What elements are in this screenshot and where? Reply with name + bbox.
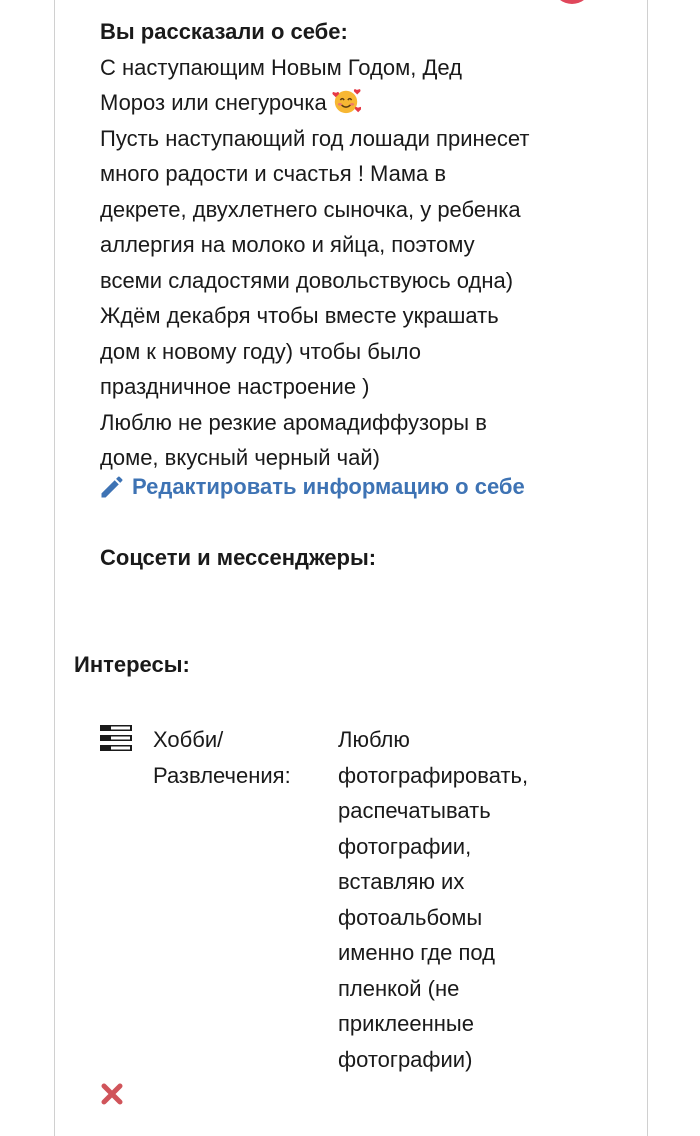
about-line: Ждём декабря чтобы вместе украшать bbox=[100, 303, 499, 328]
about-line: аллергия на молоко и яйца, поэтому bbox=[100, 232, 475, 257]
about-line bbox=[100, 85, 630, 121]
about-line: С наступающим Новым Годом, Дед bbox=[100, 54, 462, 80]
hobby-value-line: фотографировать, bbox=[338, 762, 529, 788]
hobby-label bbox=[153, 722, 291, 793]
about-heading: Вы рассказали о себе: bbox=[100, 19, 348, 44]
list-icon bbox=[100, 725, 132, 751]
about-line: доме, вкусный черный чай) bbox=[100, 445, 380, 470]
hobby-value-line: именно где под bbox=[338, 940, 496, 965]
hobby-value-line: вставляю их bbox=[338, 869, 465, 894]
pencil-icon bbox=[98, 473, 126, 501]
about-line: дом к новому году) чтобы было bbox=[100, 338, 421, 364]
hobby-value-line: приклеенные bbox=[338, 1011, 474, 1036]
about-line: праздничное настроение ) bbox=[100, 374, 370, 399]
edit-about-link-label: Редактировать информацию о себе bbox=[132, 474, 525, 499]
hobby-label-line: Хобби/ bbox=[153, 727, 224, 752]
about-line: Люблю не резкие аромадиффузоры в bbox=[100, 409, 487, 435]
about-line: всеми сладостями довольствуюсь одна) bbox=[100, 267, 514, 293]
interests-heading: Интересы: bbox=[74, 652, 190, 677]
hobby-value-line: пленкой (не bbox=[338, 975, 460, 1001]
hobby-label-line: Развлечения: bbox=[153, 762, 291, 788]
about-line: декрете, двухлетнего сыночка, у ребенка bbox=[100, 196, 521, 222]
remove-icon[interactable] bbox=[100, 1082, 124, 1106]
smiling-face-with-hearts-icon bbox=[331, 87, 361, 115]
hobby-value-line: Люблю bbox=[338, 727, 410, 752]
about-line-text: Мороз или снегурочка bbox=[100, 90, 327, 115]
social-heading: Соцсети и мессенджеры: bbox=[100, 545, 377, 570]
hobby-value bbox=[338, 722, 528, 1077]
hobby-value-line: фотоальбомы bbox=[338, 904, 483, 930]
hobby-value-line: фотографии) bbox=[338, 1046, 473, 1072]
about-line: Пусть наступающий год лошади принесет bbox=[100, 125, 530, 151]
about-line: много радости и счастья ! Мама в bbox=[100, 161, 447, 186]
edit-about-link[interactable] bbox=[98, 473, 525, 501]
about-section bbox=[100, 14, 630, 476]
hobby-value-line: распечатывать bbox=[338, 798, 491, 823]
hobby-value-line: фотографии, bbox=[338, 833, 472, 859]
